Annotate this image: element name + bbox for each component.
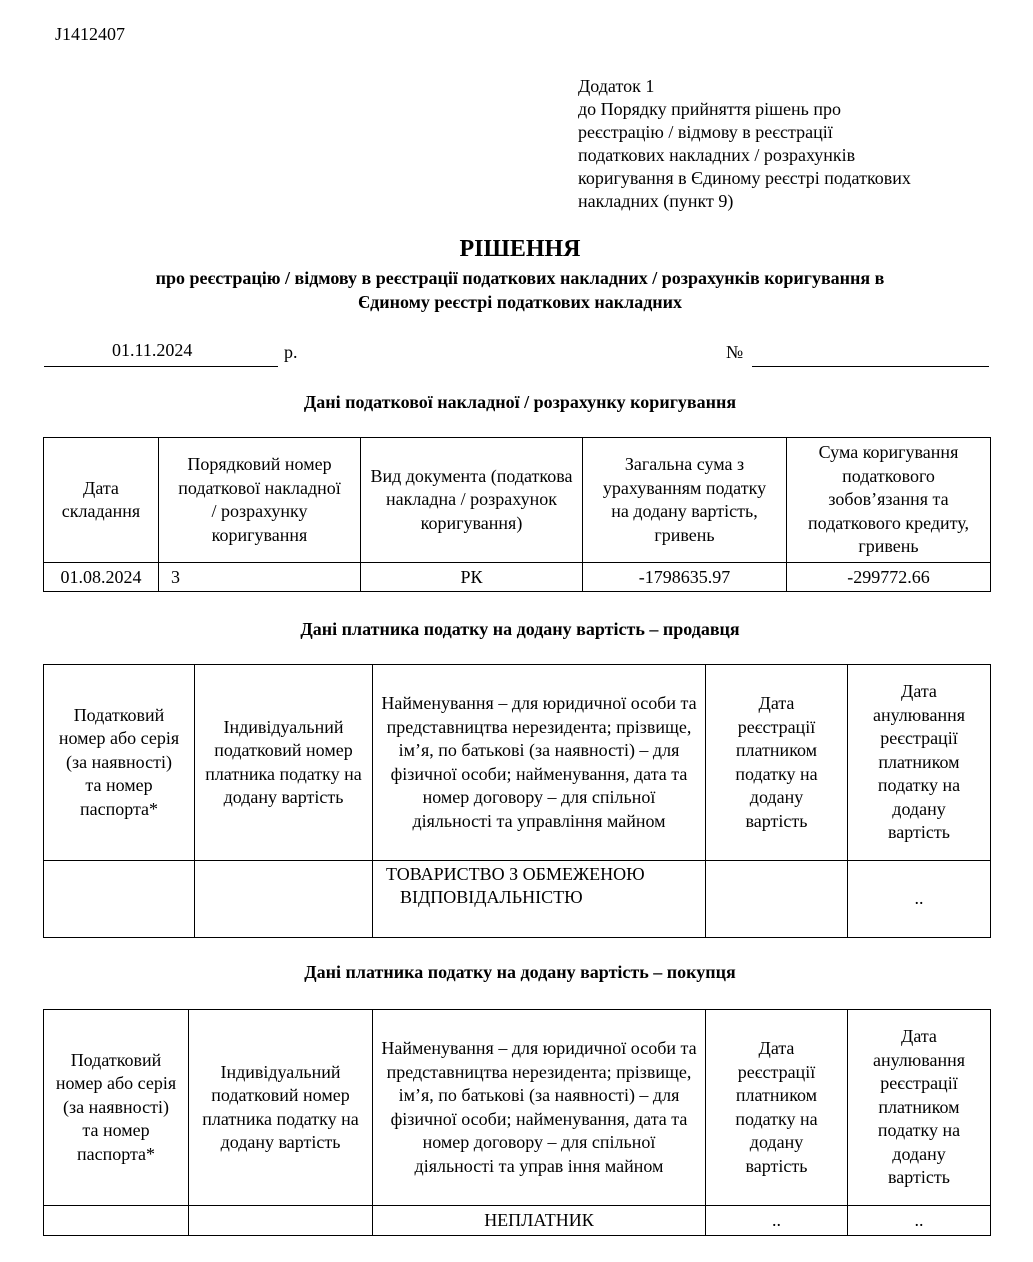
header-cell: Сума коригування податкового зобов’язання та податкового кредиту, гривень	[787, 438, 991, 563]
correction-amount: -299772.66	[787, 563, 991, 592]
buyer-section-title: Дані платника податку на додану вартість – покупця	[304, 962, 736, 982]
invoice-section-title: Дані податкової накладної / розрахунку коригування	[303, 392, 737, 412]
subtitle-line: Єдиному реєстрі податкових накладних	[357, 292, 683, 312]
invoice-date: 01.08.2024	[44, 563, 159, 592]
seller-cancel-date: ..	[848, 861, 991, 938]
header-cell: Найменування – для юридичної особи та представництва нерезидента; прізвище, ім’я, по батькові (за наявності) – для фізичної особи; найменування, дата та номер договору – для спільної діяльності та управ іння майном	[373, 1010, 706, 1206]
table-header-row	[44, 1010, 991, 1206]
buyer-reg-date: ..	[706, 1206, 848, 1236]
header-cell: Дата складання	[44, 438, 159, 563]
seller-section-title: Дані платника податку на додану вартість – продавця	[300, 619, 740, 639]
date-underline	[44, 366, 278, 367]
table-header-row	[44, 438, 991, 563]
header-cell: Загальна сума з урахуванням податку на додану вартість, гривень	[583, 438, 787, 563]
appendix-note	[578, 75, 1008, 213]
header-cell: Дата анулювання реєстрації платником податку на додану вартість	[848, 665, 991, 861]
header-cell: Індивідуальний податковий номер платника податку на додану вартість	[189, 1010, 373, 1206]
buyer-table	[43, 1009, 991, 1236]
document-type: РК	[361, 563, 583, 592]
header-cell: Дата реєстрації платником податку на додану вартість	[706, 1010, 848, 1206]
document-title: РІШЕННЯ	[459, 236, 581, 262]
table-header-row	[44, 665, 991, 861]
appendix-line: Додаток 1	[578, 76, 655, 96]
table-row	[44, 861, 991, 938]
appendix-line: податкових накладних / розрахунків	[578, 145, 856, 165]
seller-name	[373, 861, 706, 938]
header-cell: Вид документа (податкова накладна / розрахунок коригування)	[361, 438, 583, 563]
appendix-line: реєстрацію / відмову в реєстрації	[578, 122, 833, 142]
seller-name-line: ТОВАРИСТВО З ОБМЕЖЕНОЮ	[386, 864, 645, 884]
appendix-line: накладних (пункт 9)	[578, 191, 734, 211]
header-cell: Найменування – для юридичної особи та представництва нерезидента; прізвище, ім’я, по батькові (за наявності) – для фізичної особи; найменування, дата та номер договору – для спільної діяльності та управління майном	[373, 665, 706, 861]
buyer-cancel-date: ..	[848, 1206, 991, 1236]
header-cell: Дата реєстрації платником податку на додану вартість	[706, 665, 848, 861]
header-cell: Індивідуальний податковий номер платника податку на додану вартість	[195, 665, 373, 861]
invoice-number: 3	[159, 563, 361, 592]
invoice-table	[43, 437, 991, 592]
table-row	[44, 563, 991, 592]
header-cell: Порядковий номер податкової накладної / розрахунку коригування	[159, 438, 361, 563]
document-subtitle	[70, 266, 970, 314]
document-code: J1412407	[55, 24, 126, 44]
number-sign: №	[726, 342, 744, 362]
seller-table	[43, 664, 991, 938]
seller-ipn	[195, 861, 373, 938]
appendix-line: до Порядку прийняття рішень про	[578, 99, 841, 119]
number-underline	[752, 366, 989, 367]
header-cell: Податковий номер або серія (за наявності) та номер паспорта*	[44, 665, 195, 861]
header-cell: Податковий номер або серія (за наявності) та номер паспорта*	[44, 1010, 189, 1206]
buyer-tax-number	[44, 1206, 189, 1236]
header-cell: Дата анулювання реєстрації платником податку на додану вартість	[848, 1010, 991, 1206]
buyer-name: НЕПЛАТНИК	[373, 1206, 706, 1236]
decision-date: 01.11.2024	[112, 340, 193, 360]
buyer-ipn	[189, 1206, 373, 1236]
total-amount: -1798635.97	[583, 563, 787, 592]
subtitle-line: про реєстрацію / відмову в реєстрації податкових накладних / розрахунків коригування в	[155, 268, 885, 288]
seller-name-line: ВІДПОВІДАЛЬНІСТЮ	[400, 887, 583, 907]
seller-reg-date	[706, 861, 848, 938]
year-suffix: р.	[284, 342, 298, 362]
appendix-line: коригування в Єдиному реєстрі податкових	[578, 168, 911, 188]
seller-tax-number	[44, 861, 195, 938]
table-row	[44, 1206, 991, 1236]
